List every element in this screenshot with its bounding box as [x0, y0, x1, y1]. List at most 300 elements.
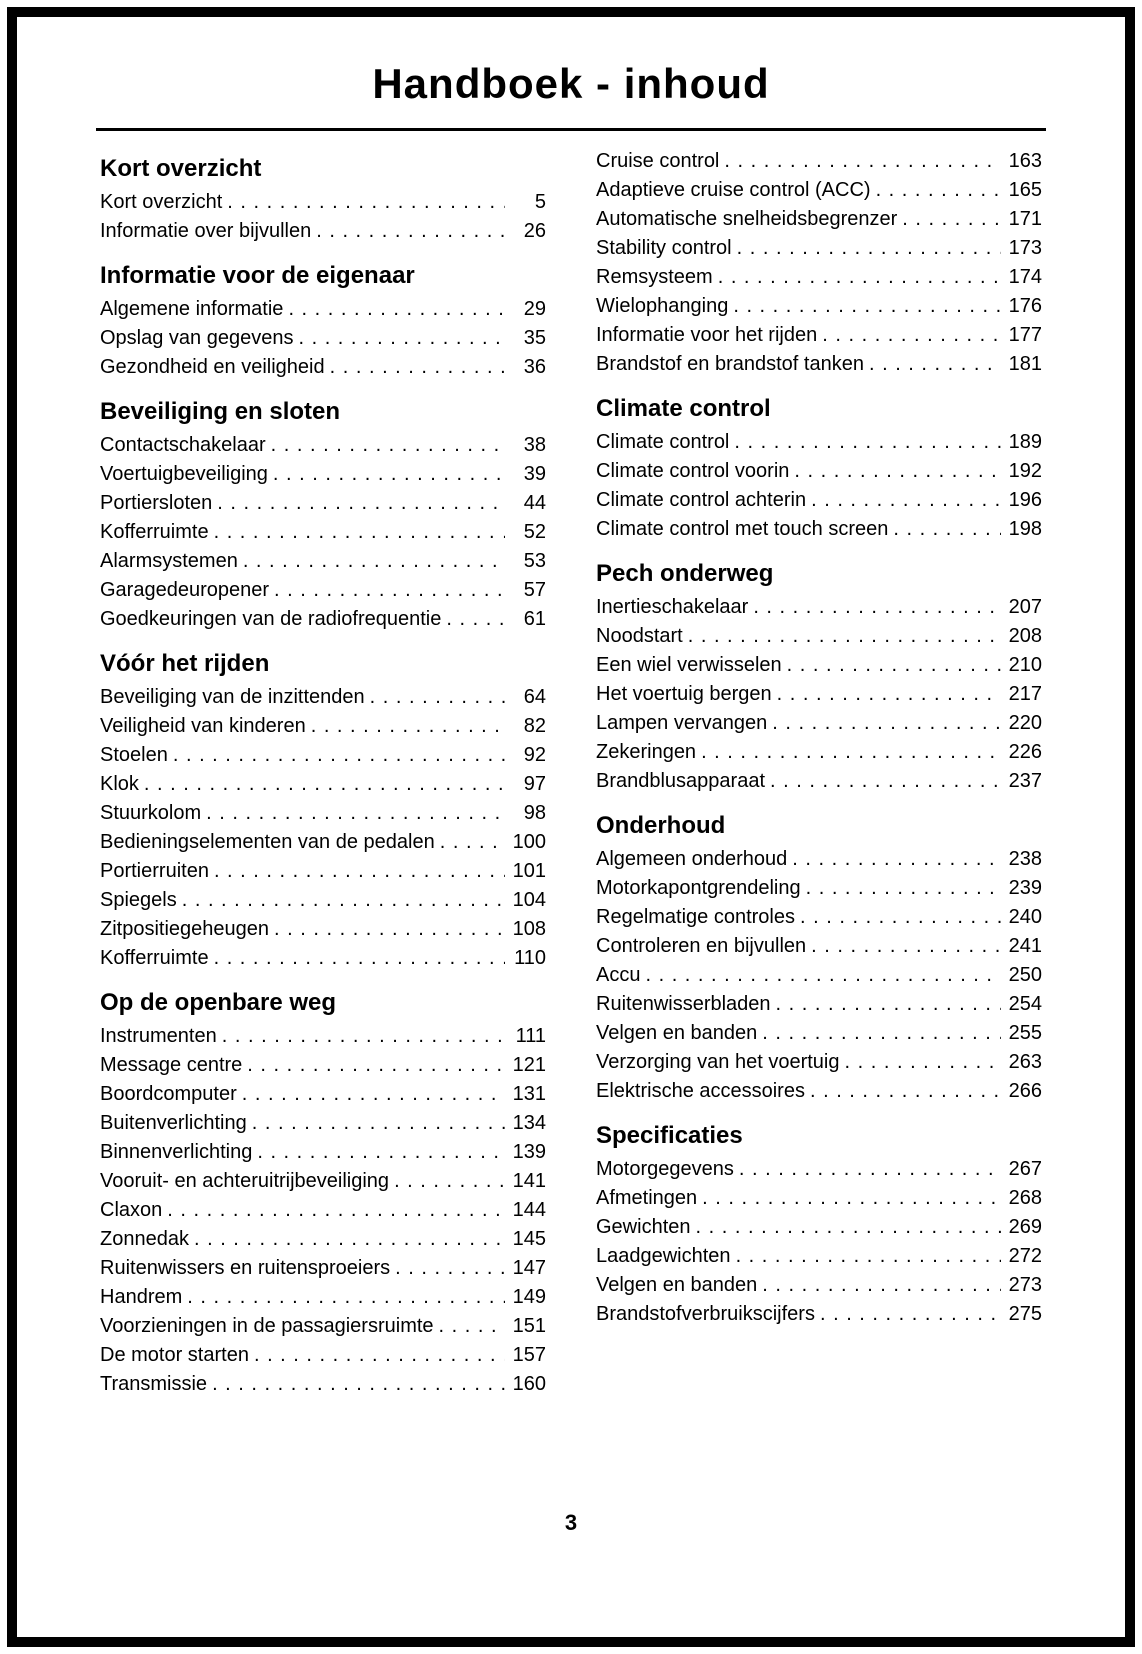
toc-section	[596, 147, 1042, 379]
toc-entry-label: Stoelen	[100, 744, 168, 766]
toc-leader-dots	[702, 1184, 1001, 1213]
toc-leader-dots	[167, 1196, 505, 1225]
toc-entry	[100, 1370, 546, 1399]
section-heading: Informatie voor de eigenaar	[100, 262, 415, 289]
toc-leader-dots	[762, 1019, 1001, 1048]
toc-entry-label: Zekeringen	[596, 741, 697, 763]
toc-leader-dots	[173, 741, 505, 770]
toc-leader-dots	[247, 1051, 505, 1080]
toc-entry	[596, 147, 1042, 176]
section-heading: Beveiliging en sloten	[100, 398, 341, 425]
toc-entry-page: 237	[1008, 770, 1042, 792]
toc-entry	[596, 1019, 1042, 1048]
toc-entry-label: Climate control achterin	[596, 489, 807, 511]
toc-entry-label: Informatie voor het rijden	[596, 324, 818, 346]
toc-leader-dots	[811, 932, 1001, 961]
toc-entry	[100, 431, 546, 460]
toc-entry-label: Kort overzicht	[100, 191, 223, 213]
toc-entry	[596, 738, 1042, 767]
toc-section	[596, 395, 1042, 544]
toc-leader-dots	[736, 1242, 1001, 1271]
toc-entry-page: 151	[512, 1315, 546, 1337]
toc-section	[100, 398, 546, 634]
toc-entry	[100, 1196, 546, 1225]
toc-entry	[596, 845, 1042, 874]
toc-leader-dots	[271, 431, 505, 460]
toc-entry-page: 254	[1008, 993, 1042, 1015]
toc-entry	[596, 1184, 1042, 1213]
toc-entry	[596, 292, 1042, 321]
toc-leader-dots	[810, 1077, 1001, 1106]
toc-entry-page: 157	[512, 1344, 546, 1366]
toc-entry-label: Zitpositiegeheugen	[100, 918, 270, 940]
toc-leader-dots	[869, 350, 1001, 379]
toc-entry-label: Stuurkolom	[100, 802, 202, 824]
toc-entry	[100, 1051, 546, 1080]
toc-entry	[596, 321, 1042, 350]
toc-entry	[596, 874, 1042, 903]
toc-entry	[596, 1155, 1042, 1184]
toc-entry-page: 141	[512, 1170, 546, 1192]
toc-entry	[100, 188, 546, 217]
toc-entry	[100, 944, 546, 973]
toc-entry-label: Verzorging van het voertuig	[596, 1051, 840, 1073]
toc-entry	[100, 353, 546, 382]
toc-leader-dots	[273, 460, 505, 489]
toc-entry-label: Ruitenwisserbladen	[596, 993, 771, 1015]
toc-entry-page: 177	[1008, 324, 1042, 346]
toc-entry-label: Accu	[596, 964, 641, 986]
toc-entry-label: Brandstof en brandstof tanken	[596, 353, 864, 375]
toc-section	[596, 1122, 1042, 1329]
toc-entry	[100, 915, 546, 944]
toc-entry-label: Motorgegevens	[596, 1158, 734, 1180]
toc-leader-dots	[212, 1370, 505, 1399]
toc-entry	[100, 1254, 546, 1283]
toc-entry-page: 267	[1008, 1158, 1042, 1180]
toc-entry	[100, 741, 546, 770]
toc-entry-label: Zonnedak	[100, 1228, 189, 1250]
toc-entry-label: Controleren en bijvullen	[596, 935, 807, 957]
toc-entry	[596, 350, 1042, 379]
toc-entry-page: 134	[512, 1112, 546, 1134]
toc-leader-dots	[696, 1213, 1002, 1242]
toc-entry	[596, 932, 1042, 961]
toc-entry-label: Algemeen onderhoud	[596, 848, 788, 870]
toc-entry	[100, 712, 546, 741]
table-of-contents	[0, 131, 1142, 1411]
toc-entry-page: 121	[512, 1054, 546, 1076]
toc-leader-dots	[243, 547, 505, 576]
toc-entry	[596, 651, 1042, 680]
toc-entry-label: Brandstofverbruikscijfers	[596, 1303, 815, 1325]
toc-leader-dots	[770, 767, 1001, 796]
toc-entry-page: 275	[1008, 1303, 1042, 1325]
toc-leader-dots	[217, 489, 505, 518]
toc-entry-label: Inertieschakelaar	[596, 596, 749, 618]
toc-entry-page: 171	[1008, 208, 1042, 230]
toc-entry-label: Cruise control	[596, 150, 720, 172]
toc-entry-label: Kofferruimte	[100, 947, 209, 969]
toc-entry	[100, 857, 546, 886]
toc-entry	[596, 234, 1042, 263]
toc-entry	[100, 1080, 546, 1109]
section-heading: Pech onderweg	[596, 560, 774, 587]
toc-entry	[100, 1167, 546, 1196]
toc-entry-label: Velgen en banden	[596, 1022, 758, 1044]
toc-section	[596, 812, 1042, 1106]
toc-entry-page: 144	[512, 1199, 546, 1221]
page-title: Handboek - inhoud	[372, 60, 770, 107]
toc-entry-page: 38	[523, 434, 546, 456]
toc-entry	[596, 1077, 1042, 1106]
toc-leader-dots	[739, 1155, 1001, 1184]
toc-entry-label: Binnenverlichting	[100, 1141, 253, 1163]
toc-leader-dots	[311, 712, 505, 741]
toc-entry	[596, 515, 1042, 544]
page-number: 3	[564, 1510, 578, 1535]
toc-entry-label: Lampen vervangen	[596, 712, 768, 734]
section-heading: Op de openbare weg	[100, 989, 337, 1016]
toc-leader-dots	[733, 292, 1001, 321]
toc-entry	[596, 767, 1042, 796]
toc-entry-page: 198	[1008, 518, 1042, 540]
toc-entry-page: 238	[1008, 848, 1042, 870]
toc-entry-label: Buitenverlichting	[100, 1112, 247, 1134]
toc-entry-page: 173	[1008, 237, 1042, 259]
toc-leader-dots	[792, 845, 1001, 874]
toc-leader-dots	[811, 486, 1001, 515]
toc-entry	[596, 1242, 1042, 1271]
toc-leader-dots	[182, 886, 505, 915]
toc-entry-label: Transmissie	[100, 1373, 208, 1395]
toc-leader-dots	[274, 915, 505, 944]
toc-leader-dots	[737, 234, 1001, 263]
toc-leader-dots	[439, 1312, 505, 1341]
toc-entry-page: 217	[1008, 683, 1042, 705]
toc-leader-dots	[257, 1138, 505, 1167]
toc-entry	[596, 205, 1042, 234]
toc-entry	[596, 263, 1042, 292]
toc-leader-dots	[394, 1167, 505, 1196]
toc-entry-page: 174	[1008, 266, 1042, 288]
toc-entry	[596, 903, 1042, 932]
toc-entry-page: 273	[1008, 1274, 1042, 1296]
toc-entry-label: Ruitenwissers en ruitensproeiers	[100, 1257, 391, 1279]
toc-leader-dots	[893, 515, 1001, 544]
toc-entry-label: Garagedeuropener	[100, 579, 270, 601]
toc-entry-label: Portiersloten	[100, 492, 213, 514]
toc-entry-label: Motorkapontgrendeling	[596, 877, 801, 899]
toc-entry	[100, 683, 546, 712]
toc-entry-page: 29	[523, 298, 546, 320]
toc-entry-page: 35	[523, 327, 546, 349]
toc-leader-dots	[298, 324, 505, 353]
toc-entry	[100, 1109, 546, 1138]
toc-entry	[100, 1022, 546, 1051]
toc-entry	[100, 1225, 546, 1254]
toc-entry-page: 226	[1008, 741, 1042, 763]
toc-entry-page: 82	[523, 715, 546, 737]
toc-leader-dots	[446, 605, 505, 634]
toc-entry-label: Algemene informatie	[100, 298, 284, 320]
toc-entry	[596, 1271, 1042, 1300]
toc-leader-dots	[206, 799, 505, 828]
toc-entry-page: 64	[523, 686, 546, 708]
toc-entry-label: Gewichten	[596, 1216, 691, 1238]
toc-entry	[100, 770, 546, 799]
toc-entry	[100, 1341, 546, 1370]
toc-leader-dots	[876, 176, 1001, 205]
toc-entry-page: 239	[1008, 877, 1042, 899]
toc-entry-page: 108	[512, 918, 546, 940]
toc-entry-page: 165	[1008, 179, 1042, 201]
toc-leader-dots	[242, 1080, 505, 1109]
toc-entry-label: Instrumenten	[100, 1025, 217, 1047]
toc-leader-dots	[753, 593, 1001, 622]
toc-entry-page: 250	[1008, 964, 1042, 986]
toc-entry-label: Remsysteem	[596, 266, 713, 288]
toc-entry-page: 268	[1008, 1187, 1042, 1209]
toc-entry	[100, 828, 546, 857]
toc-section	[596, 560, 1042, 796]
toc-entry	[596, 1213, 1042, 1242]
toc-leader-dots	[194, 1225, 505, 1254]
toc-leader-dots	[701, 738, 1001, 767]
toc-entry-page: 145	[512, 1228, 546, 1250]
toc-entry	[100, 217, 546, 246]
toc-entry-page: 210	[1008, 654, 1042, 676]
toc-leader-dots	[440, 828, 505, 857]
toc-entry-label: Boordcomputer	[100, 1083, 237, 1105]
toc-entry-page: 39	[523, 463, 546, 485]
toc-entry-page: 192	[1008, 460, 1042, 482]
toc-entry-label: Regelmatige controles	[596, 906, 795, 928]
toc-entry	[596, 593, 1042, 622]
toc-leader-dots	[822, 321, 1001, 350]
toc-leader-dots	[214, 944, 505, 973]
toc-leader-dots	[330, 353, 505, 382]
section-heading: Vóór het rijden	[100, 650, 270, 677]
toc-entry	[100, 1283, 546, 1312]
toc-entry-page: 272	[1008, 1245, 1042, 1267]
toc-leader-dots	[214, 518, 505, 547]
toc-entry	[596, 709, 1042, 738]
toc-entry-label: Contactschakelaar	[100, 434, 266, 456]
toc-leader-dots	[845, 1048, 1002, 1077]
toc-entry-page: 57	[523, 579, 546, 601]
toc-entry	[596, 428, 1042, 457]
section-heading: Onderhoud	[596, 812, 726, 839]
toc-entry	[100, 295, 546, 324]
toc-entry	[596, 990, 1042, 1019]
toc-entry-label: Brandblusapparaat	[596, 770, 766, 792]
toc-entry	[596, 457, 1042, 486]
toc-entry-page: 44	[523, 492, 546, 514]
toc-leader-dots	[187, 1283, 505, 1312]
toc-entry	[596, 176, 1042, 205]
toc-entry	[100, 576, 546, 605]
toc-entry-page: 220	[1008, 712, 1042, 734]
toc-entry	[596, 1300, 1042, 1329]
toc-entry-page: 104	[512, 889, 546, 911]
toc-leader-dots	[902, 205, 1001, 234]
toc-leader-dots	[762, 1271, 1001, 1300]
toc-entry-label: Informatie over bijvullen	[100, 220, 312, 242]
toc-entry-page: 266	[1008, 1080, 1042, 1102]
toc-leader-dots	[724, 147, 1001, 176]
toc-leader-dots	[794, 457, 1001, 486]
toc-entry-page: 189	[1008, 431, 1042, 453]
toc-entry-page: 240	[1008, 906, 1042, 928]
toc-leader-dots	[806, 874, 1001, 903]
toc-leader-dots	[820, 1300, 1001, 1329]
toc-entry-label: Voorzieningen in de passagiersruimte	[100, 1315, 434, 1337]
toc-entry-page: 196	[1008, 489, 1042, 511]
toc-entry	[596, 1048, 1042, 1077]
toc-entry-label: Gezondheid en veiligheid	[100, 356, 325, 378]
toc-entry-page: 207	[1008, 596, 1042, 618]
toc-entry-page: 208	[1008, 625, 1042, 647]
toc-entry-page: 176	[1008, 295, 1042, 317]
toc-section	[100, 989, 546, 1399]
toc-leader-dots	[144, 770, 505, 799]
toc-entry-label: De motor starten	[100, 1344, 249, 1366]
toc-entry-page: 26	[523, 220, 546, 242]
toc-section	[100, 155, 546, 246]
toc-entry-page: 149	[512, 1286, 546, 1308]
toc-leader-dots	[776, 990, 1001, 1019]
toc-entry-page: 97	[523, 773, 546, 795]
toc-entry-label: Kofferruimte	[100, 521, 209, 543]
toc-entry-label: Klok	[100, 773, 139, 795]
toc-entry-label: Adaptieve cruise control (ACC)	[596, 179, 871, 201]
toc-entry-label: Elektrische accessoires	[596, 1080, 805, 1102]
toc-entry-page: 131	[512, 1083, 546, 1105]
toc-entry-page: 255	[1008, 1022, 1042, 1044]
toc-entry-label: Handrem	[100, 1286, 183, 1308]
toc-leader-dots	[214, 857, 505, 886]
toc-entry	[100, 460, 546, 489]
page-header	[0, 0, 1142, 131]
toc-entry	[596, 486, 1042, 515]
toc-entry	[100, 1312, 546, 1341]
toc-entry-page: 160	[512, 1373, 546, 1395]
toc-entry-page: 61	[523, 608, 546, 630]
toc-entry	[100, 489, 546, 518]
toc-entry-page: 269	[1008, 1216, 1042, 1238]
toc-entry-page: 139	[512, 1141, 546, 1163]
section-heading: Climate control	[596, 395, 771, 422]
toc-column-left	[100, 147, 546, 1411]
toc-leader-dots	[316, 217, 505, 246]
toc-entry-page: 163	[1008, 150, 1042, 172]
toc-entry-label: Spiegels	[100, 889, 177, 911]
toc-leader-dots	[227, 188, 505, 217]
toc-entry-page: 181	[1008, 353, 1042, 375]
toc-leader-dots	[288, 295, 505, 324]
toc-entry	[596, 622, 1042, 651]
toc-entry	[100, 799, 546, 828]
toc-leader-dots	[800, 903, 1001, 932]
toc-entry-page: 263	[1008, 1051, 1042, 1073]
toc-entry-label: Veiligheid van kinderen	[100, 715, 306, 737]
toc-entry-label: Climate control met touch screen	[596, 518, 889, 540]
toc-entry	[100, 886, 546, 915]
toc-leader-dots	[645, 961, 1001, 990]
toc-entry-label: Goedkeuringen van de radiofrequentie	[100, 608, 442, 630]
toc-entry-label: Claxon	[100, 1199, 163, 1221]
toc-entry-label: Alarmsystemen	[100, 550, 238, 572]
toc-entry	[596, 680, 1042, 709]
toc-entry-page: 5	[534, 191, 546, 213]
toc-entry-page: 100	[512, 831, 546, 853]
toc-entry-page: 111	[515, 1025, 546, 1047]
toc-entry-page: 52	[523, 521, 546, 543]
toc-entry-page: 92	[523, 744, 546, 766]
toc-entry-label: Climate control voorin	[596, 460, 790, 482]
toc-entry-label: Climate control	[596, 431, 730, 453]
toc-entry	[100, 518, 546, 547]
toc-leader-dots	[688, 622, 1001, 651]
toc-entry-label: Velgen en banden	[596, 1274, 758, 1296]
toc-entry-label: Vooruit- en achteruitrijbeveiliging	[100, 1170, 390, 1192]
toc-entry-label: Afmetingen	[596, 1187, 698, 1209]
toc-entry-label: Voertuigbeveiliging	[100, 463, 268, 485]
toc-entry-label: Een wiel verwisselen	[596, 654, 782, 676]
toc-leader-dots	[777, 680, 1001, 709]
toc-leader-dots	[734, 428, 1001, 457]
toc-leader-dots	[254, 1341, 505, 1370]
toc-leader-dots	[395, 1254, 505, 1283]
toc-entry	[100, 1138, 546, 1167]
toc-column-right	[596, 147, 1042, 1411]
toc-leader-dots	[772, 709, 1001, 738]
toc-entry-label: Opslag van gegevens	[100, 327, 294, 349]
toc-entry-page: 241	[1008, 935, 1042, 957]
section-heading: Kort overzicht	[100, 155, 262, 182]
toc-entry-page: 110	[514, 947, 546, 969]
toc-section	[100, 262, 546, 382]
toc-entry-page: 98	[523, 802, 546, 824]
toc-entry-label: Portierruiten	[100, 860, 209, 882]
toc-entry-label: Message centre	[100, 1054, 243, 1076]
toc-entry-label: Automatische snelheidsbegrenzer	[596, 208, 898, 230]
toc-entry-page: 101	[512, 860, 546, 882]
toc-entry-label: Bedieningselementen van de pedalen	[100, 831, 435, 853]
toc-entry-label: Laadgewichten	[596, 1245, 731, 1267]
section-heading: Specificaties	[596, 1122, 743, 1149]
toc-leader-dots	[252, 1109, 505, 1138]
toc-leader-dots	[718, 263, 1001, 292]
toc-leader-dots	[787, 651, 1001, 680]
toc-entry	[596, 961, 1042, 990]
toc-entry-label: Het voertuig bergen	[596, 683, 772, 705]
toc-entry-label: Wielophanging	[596, 295, 729, 317]
toc-leader-dots	[274, 576, 505, 605]
toc-entry-label: Stability control	[596, 237, 732, 259]
toc-entry-page: 53	[523, 550, 546, 572]
toc-entry-page: 36	[523, 356, 546, 378]
toc-entry	[100, 324, 546, 353]
page-footer	[0, 1510, 1142, 1536]
toc-leader-dots	[370, 683, 505, 712]
toc-entry	[100, 605, 546, 634]
toc-entry-label: Beveiliging van de inzittenden	[100, 686, 365, 708]
toc-section	[100, 650, 546, 973]
toc-entry	[100, 547, 546, 576]
toc-entry-label: Noodstart	[596, 625, 683, 647]
